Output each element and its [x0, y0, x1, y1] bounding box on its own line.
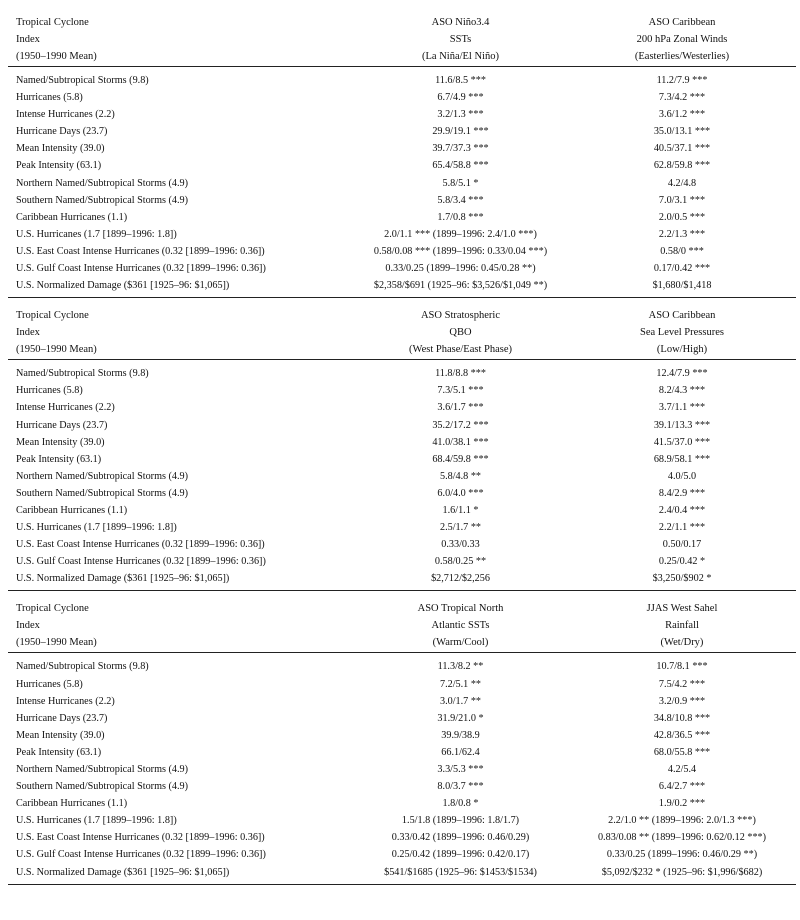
row-label: Hurricane Days (23.7): [16, 419, 108, 431]
index-heading: [16, 307, 97, 358]
predictor-2-value: 10.7/8.1 ***: [656, 661, 708, 673]
predictor-1-value: 1.6/1.1 *: [442, 504, 479, 516]
predictor-1-heading: [353, 600, 568, 651]
row-label: Northern Named/Subtropical Storms (4.9): [16, 470, 189, 482]
row-label: Intense Hurricanes (2.2): [16, 109, 115, 121]
predictor-2-value: 34.8/10.8 ***: [653, 712, 711, 724]
index-heading-line: Index: [16, 34, 40, 45]
predictor-1-value: 0.58/0.25 **: [434, 556, 487, 568]
predictor-1-value: $2,358/$691 (1925–96: $3,526/$1,049 **): [373, 280, 548, 292]
predictor-1-heading: [353, 14, 568, 65]
predictor-2-heading: [568, 600, 796, 651]
predictor-2-heading-line: ASO Caribbean: [648, 310, 716, 322]
row-label: Hurricane Days (23.7): [16, 712, 108, 724]
predictor-2-value: 8.2/4.3 ***: [658, 385, 706, 397]
predictor-2-value: 35.0/13.1 ***: [653, 126, 711, 138]
table-row: [8, 365, 796, 382]
predictor-2-value: 42.8/36.5 ***: [653, 729, 711, 741]
predictor-1-value: 8.0/3.7 ***: [437, 781, 484, 793]
row-label: Hurricanes (5.8): [16, 678, 83, 690]
predictor-1-heading: [353, 307, 568, 358]
index-heading-line: (1950–1990 Mean): [16, 51, 97, 62]
predictor-1-value: 3.2/1.3 ***: [437, 109, 484, 121]
row-label: Caribbean Hurricanes (1.1): [16, 504, 128, 516]
predictor-1-value: 0.33/0.33: [441, 539, 480, 551]
section-rows: [8, 360, 796, 591]
predictor-2-heading-line: (Wet/Dry): [660, 637, 704, 649]
table-row: [8, 243, 796, 260]
index-heading-line: Index: [16, 327, 40, 339]
predictor-1-value: 31.9/21.0 *: [437, 712, 484, 724]
predictor-1-heading-line: SSTs: [449, 34, 472, 45]
table-row: [8, 519, 796, 536]
section-header: [8, 8, 796, 67]
row-label: Peak Intensity (63.1): [16, 160, 102, 172]
row-label: U.S. Normalized Damage ($361 [1925–96: $1,065]): [16, 280, 230, 292]
row-label: Intense Hurricanes (2.2): [16, 402, 115, 414]
table-row: [8, 829, 796, 846]
predictor-1-value: 65.4/58.8 ***: [432, 160, 489, 172]
predictor-2-value: 0.50/0.17: [662, 539, 702, 551]
row-label: U.S. East Coast Intense Hurricanes (0.32 [1899–1996: 0.36]): [16, 245, 265, 257]
row-label: Southern Named/Subtropical Storms (4.9): [16, 487, 189, 499]
table-row: [8, 658, 796, 675]
predictor-2-heading-line: ASO Caribbean: [648, 17, 716, 28]
predictor-2-value: 4.2/4.8: [667, 177, 697, 189]
table-row: [8, 209, 796, 226]
row-label: Intense Hurricanes (2.2): [16, 695, 115, 707]
table-row: [8, 382, 796, 399]
predictor-1-heading-line: ASO Stratospheric: [420, 310, 501, 322]
row-label: Caribbean Hurricanes (1.1): [16, 211, 128, 223]
index-heading-line: Tropical Cyclone: [16, 603, 89, 615]
predictor-1-value: 5.8/5.1 *: [442, 177, 479, 189]
predictor-2-value: 2.2/1.0 ** (1899–1996: 2.0/1.3 ***): [608, 815, 756, 827]
predictor-2-value: 3.7/1.1 ***: [658, 402, 706, 414]
predictor-1-heading-line: QBO: [449, 327, 472, 339]
predictor-1-value: 1.5/1.8 (1899–1996: 1.8/1.7): [401, 815, 520, 827]
table-row: [8, 89, 796, 106]
row-label: U.S. East Coast Intense Hurricanes (0.32 [1899–1996: 0.36]): [16, 832, 265, 844]
table-row: [8, 277, 796, 294]
predictor-1-value: 5.8/3.4 ***: [437, 194, 484, 206]
predictor-2-value: 3.2/0.9 ***: [658, 695, 706, 707]
predictor-1-value: 0.33/0.25 (1899–1996: 0.45/0.28 **): [385, 263, 536, 275]
row-label: Mean Intensity (39.0): [16, 729, 105, 741]
predictor-1-value: 11.6/8.5 ***: [435, 75, 486, 86]
table-row: [8, 553, 796, 570]
predictor-1-heading-line: Atlantic SSTs: [431, 620, 490, 632]
predictor-2-value: 40.5/37.1 ***: [653, 143, 711, 155]
predictor-2-heading-line: Rainfall: [665, 620, 699, 632]
row-label: Named/Subtropical Storms (9.8): [16, 75, 149, 86]
table-row: [8, 399, 796, 416]
table-row: [8, 693, 796, 710]
predictor-2-value: 41.5/37.0 ***: [653, 436, 711, 448]
table-row: [8, 226, 796, 243]
predictor-2-value: 2.4/0.4 ***: [658, 504, 706, 516]
predictor-2-value: 2.2/1.1 ***: [658, 522, 706, 534]
table-section: [8, 8, 796, 298]
row-label: Northern Named/Subtropical Storms (4.9): [16, 177, 189, 189]
table-row: [8, 106, 796, 123]
table-row: [8, 468, 796, 485]
predictor-2-value: $5,092/$232 * (1925–96: $1,996/$682): [601, 866, 763, 878]
row-label: U.S. Normalized Damage ($361 [1925–96: $1,065]): [16, 573, 230, 585]
index-heading-line: (1950–1990 Mean): [16, 344, 97, 356]
row-label: U.S. Hurricanes (1.7 [1899–1996: 1.8]): [16, 522, 177, 534]
table-row: [8, 536, 796, 553]
predictor-1-value: 29.9/19.1 ***: [432, 126, 489, 138]
index-heading-line: (1950–1990 Mean): [16, 637, 97, 649]
predictor-2-heading-line: 200 hPa Zonal Winds: [636, 34, 728, 45]
predictor-1-value: 3.6/1.7 ***: [437, 402, 484, 414]
predictor-2-value: 1.9/0.2 ***: [658, 798, 706, 810]
predictor-2-value: $1,680/$1,418: [652, 280, 712, 292]
predictor-1-value: 11.8/8.8 ***: [435, 368, 486, 380]
predictor-1-heading-line: (West Phase/East Phase): [409, 344, 512, 356]
predictor-1-value: 35.2/17.2 ***: [432, 419, 489, 431]
table-section: [8, 594, 796, 884]
table-row: [8, 795, 796, 812]
predictor-2-value: 12.4/7.9 ***: [656, 368, 708, 380]
row-label: Peak Intensity (63.1): [16, 453, 102, 465]
predictor-2-value: 68.0/55.8 ***: [653, 746, 711, 758]
predictor-2-value: 39.1/13.3 ***: [653, 419, 711, 431]
table-section: [8, 301, 796, 591]
section-header: [8, 594, 796, 653]
predictor-2-value: $3,250/$902 *: [652, 573, 712, 585]
section-rows: [8, 67, 796, 298]
predictor-2-value: 7.5/4.2 ***: [658, 678, 706, 690]
table-row: [8, 570, 796, 587]
index-heading: [16, 14, 97, 65]
predictor-1-value: 0.58/0.08 *** (1899–1996: 0.33/0.04 ***): [373, 245, 548, 257]
predictor-2-value: 8.4/2.9 ***: [658, 487, 706, 499]
row-label: Northern Named/Subtropical Storms (4.9): [16, 764, 189, 775]
table-row: [8, 744, 796, 761]
table-row: [8, 72, 796, 89]
predictor-2-value: 2.0/0.5 ***: [658, 211, 706, 223]
predictor-2-heading-line: JJAS West Sahel: [646, 603, 718, 615]
predictor-1-heading-line: ASO Niño3.4: [431, 17, 490, 28]
predictor-2-value: 2.2/1.3 ***: [658, 228, 706, 240]
predictor-1-value: 39.9/38.9: [441, 729, 480, 741]
predictor-1-value: $2,712/$2,256: [431, 573, 490, 585]
table-row: [8, 451, 796, 468]
section-rows: [8, 653, 796, 884]
predictor-1-value: 0.33/0.42 (1899–1996: 0.46/0.29): [391, 832, 530, 844]
table-row: [8, 192, 796, 209]
row-label: U.S. Gulf Coast Intense Hurricanes (0.32 [1899–1996: 0.36]): [16, 263, 266, 275]
row-label: U.S. Hurricanes (1.7 [1899–1996: 1.8]): [16, 228, 177, 240]
predictor-2-value: 3.6/1.2 ***: [658, 109, 706, 121]
predictor-1-heading-line: (Warm/Cool): [432, 637, 489, 649]
predictor-2-value: 0.25/0.42 *: [658, 556, 706, 568]
table-row: [8, 417, 796, 434]
predictor-2-value: 62.8/59.8 ***: [653, 160, 711, 172]
table-row: [8, 676, 796, 693]
index-heading: [16, 600, 97, 651]
predictor-1-value: 6.7/4.9 ***: [437, 92, 484, 104]
row-label: Hurricane Days (23.7): [16, 126, 108, 138]
predictor-2-value: 0.83/0.08 ** (1899–1996: 0.62/0.12 ***): [597, 832, 767, 844]
predictor-2-value: 0.33/0.25 (1899–1996: 0.46/0.29 **): [606, 849, 758, 861]
predictor-1-value: 41.0/38.1 ***: [432, 436, 489, 448]
table-row: [8, 502, 796, 519]
section-header: [8, 301, 796, 360]
predictor-2-value: 68.9/58.1 ***: [653, 453, 711, 465]
row-label: U.S. Gulf Coast Intense Hurricanes (0.32 [1899–1996: 0.36]): [16, 556, 266, 568]
row-label: Peak Intensity (63.1): [16, 746, 102, 758]
predictor-2-heading-line: (Low/High): [656, 344, 708, 356]
predictor-2-value: 0.58/0 ***: [660, 245, 704, 257]
table-row: [8, 175, 796, 192]
predictor-1-value: 68.4/59.8 ***: [432, 453, 489, 465]
predictor-2-value: 4.2/5.4: [667, 764, 697, 775]
predictor-2-value: 4.0/5.0: [667, 470, 697, 482]
predictor-2-heading-line: Sea Level Pressures: [640, 327, 724, 339]
predictor-1-value: 66.1/62.4: [441, 746, 480, 758]
predictor-1-value: 2.5/1.7 **: [439, 522, 482, 534]
predictor-2-heading-line: (Easterlies/Westerlies): [634, 51, 730, 62]
predictor-2-value: 7.3/4.2 ***: [658, 92, 706, 104]
table-row: [8, 260, 796, 277]
row-label: Caribbean Hurricanes (1.1): [16, 798, 128, 810]
row-label: Southern Named/Subtropical Storms (4.9): [16, 781, 189, 793]
predictor-2-value: 0.17/0.42 ***: [653, 263, 711, 275]
table-row: [8, 485, 796, 502]
predictor-2-value: 6.4/2.7 ***: [658, 781, 706, 793]
predictor-1-value: 39.7/37.3 ***: [432, 143, 489, 155]
predictor-1-value: 5.8/4.8 **: [439, 470, 482, 482]
predictor-1-value: 3.0/1.7 **: [439, 695, 482, 707]
index-heading-line: Index: [16, 620, 40, 632]
row-label: Named/Subtropical Storms (9.8): [16, 661, 149, 673]
row-label: U.S. East Coast Intense Hurricanes (0.32 [1899–1996: 0.36]): [16, 539, 265, 551]
table-row: [8, 761, 796, 778]
row-label: Mean Intensity (39.0): [16, 436, 105, 448]
predictor-1-value: 6.0/4.0 ***: [437, 487, 484, 499]
row-label: Southern Named/Subtropical Storms (4.9): [16, 194, 189, 206]
table-row: [8, 864, 796, 881]
predictor-1-value: 11.3/8.2 **: [437, 661, 484, 673]
row-label: U.S. Hurricanes (1.7 [1899–1996: 1.8]): [16, 815, 177, 827]
table-row: [8, 123, 796, 140]
predictor-2-value: 7.0/3.1 ***: [658, 194, 706, 206]
cyclone-index-table: [8, 8, 796, 885]
predictor-1-value: 2.0/1.1 *** (1899–1996: 2.4/1.0 ***): [384, 228, 537, 240]
predictor-2-value: 11.2/7.9 ***: [656, 75, 708, 86]
row-label: U.S. Normalized Damage ($361 [1925–96: $1,065]): [16, 866, 230, 878]
predictor-1-value: 0.25/0.42 (1899–1996: 0.42/0.17): [391, 849, 530, 861]
table-row: [8, 710, 796, 727]
table-row: [8, 157, 796, 174]
predictor-2-heading: [568, 307, 796, 358]
predictor-1-value: 3.3/5.3 ***: [437, 764, 484, 775]
table-row: [8, 846, 796, 863]
row-label: Mean Intensity (39.0): [16, 143, 105, 155]
predictor-1-value: $541/$1685 (1925–96: $1453/$1534): [384, 866, 537, 878]
table-row: [8, 727, 796, 744]
index-heading-line: Tropical Cyclone: [16, 310, 89, 322]
table-row: [8, 812, 796, 829]
predictor-1-value: 1.8/0.8 *: [442, 798, 479, 810]
table-row: [8, 778, 796, 795]
predictor-1-heading-line: (La Niña/El Niño): [422, 51, 499, 62]
predictor-1-heading-line: ASO Tropical North: [417, 603, 504, 615]
table-row: [8, 434, 796, 451]
predictor-1-value: 1.7/0.8 ***: [437, 211, 484, 223]
row-label: Named/Subtropical Storms (9.8): [16, 368, 149, 380]
row-label: Hurricanes (5.8): [16, 92, 83, 104]
row-label: Hurricanes (5.8): [16, 385, 83, 397]
predictor-1-value: 7.3/5.1 ***: [437, 385, 484, 397]
table-row: [8, 140, 796, 157]
row-label: U.S. Gulf Coast Intense Hurricanes (0.32 [1899–1996: 0.36]): [16, 849, 266, 861]
predictor-2-heading: [568, 14, 796, 65]
predictor-1-value: 7.2/5.1 **: [439, 678, 482, 690]
index-heading-line: Tropical Cyclone: [16, 17, 89, 28]
